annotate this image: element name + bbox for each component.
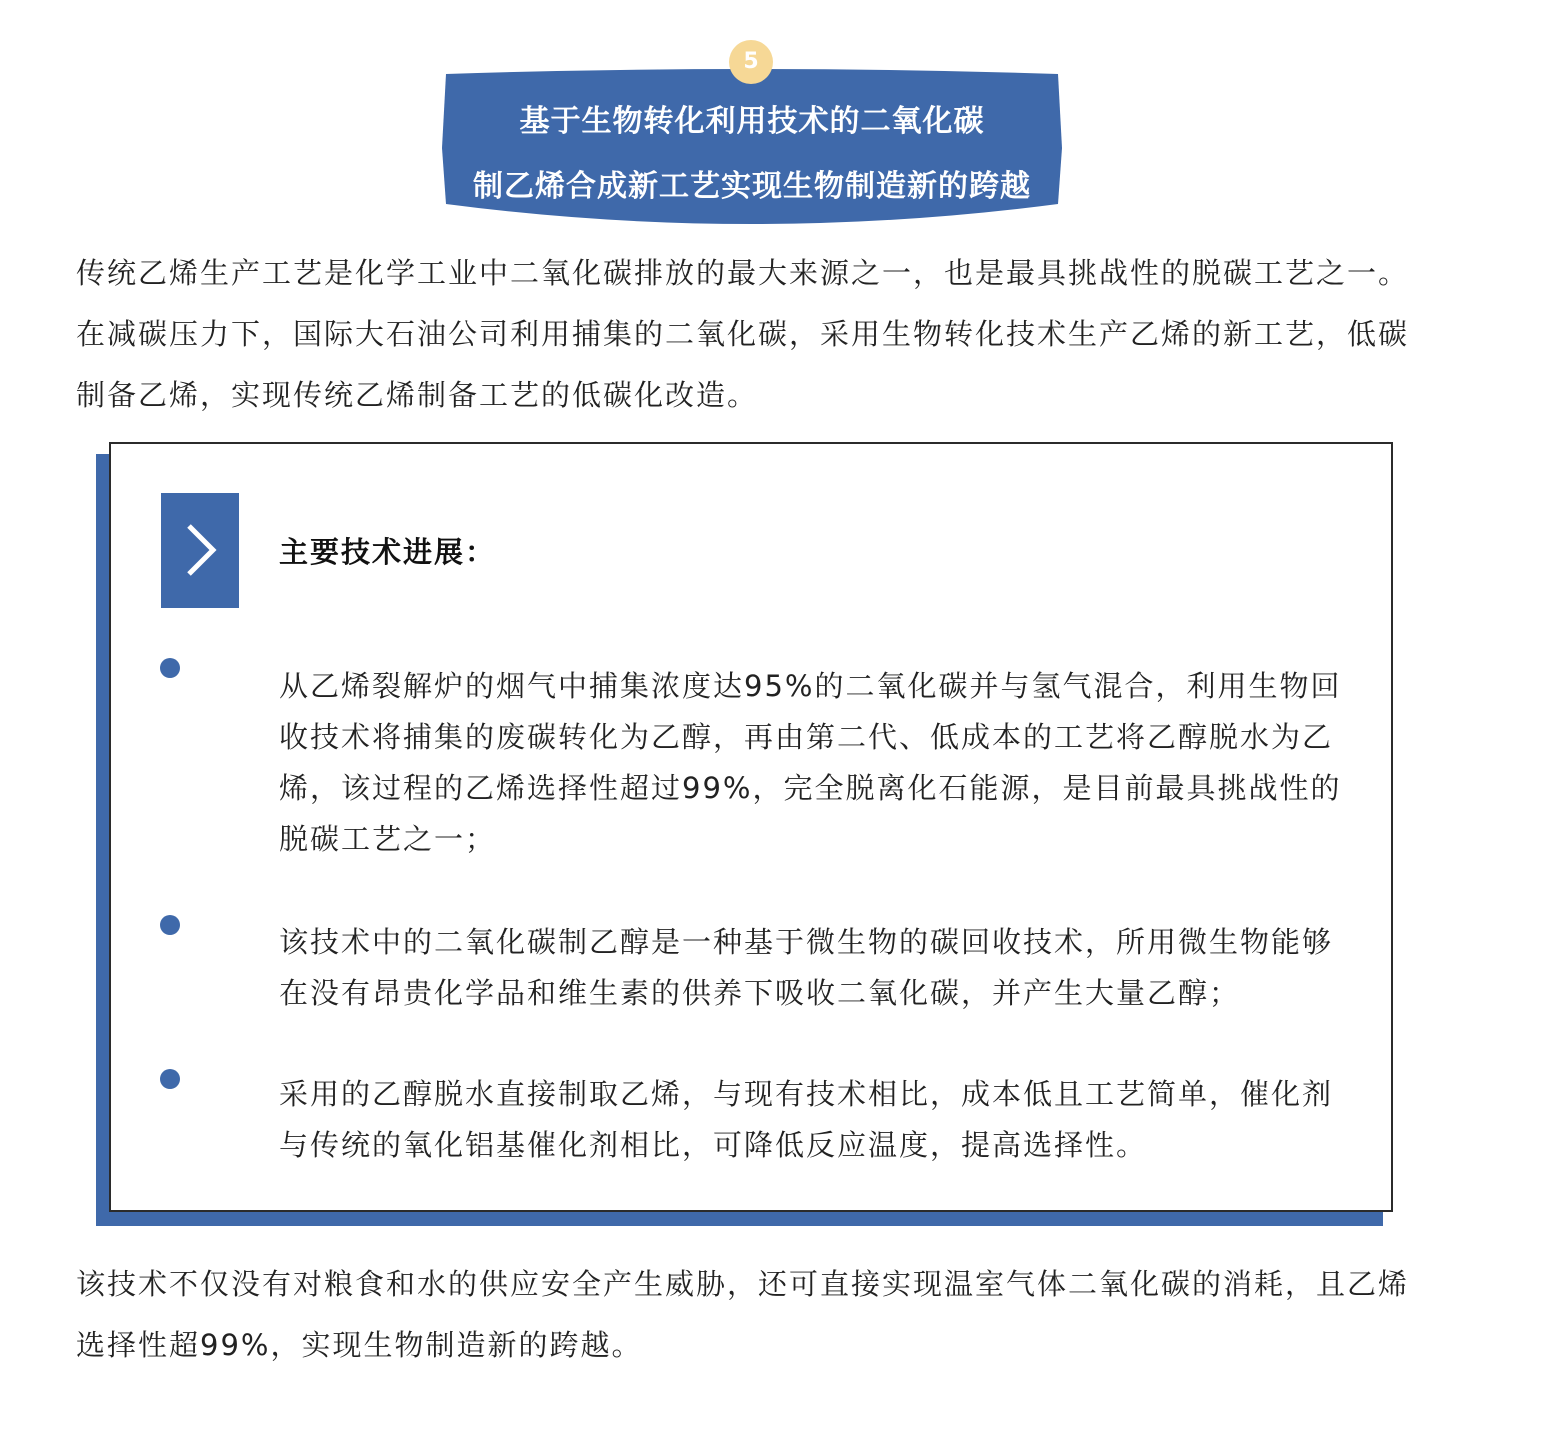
title-banner bbox=[442, 68, 1062, 234]
title-banner-shape bbox=[442, 68, 1062, 234]
intro-paragraph: 传统乙烯生产工艺是化学工业中二氧化碳排放的最大来源之一，也是最具挑战性的脱碳工艺之一。在减碳压力下，国际大石油公司利用捕集的二氧化碳，采用生物转化技术生产乙烯的新工艺，低碳制备乙烯，实现传统乙烯制备工艺的低碳化改造。 bbox=[76, 256, 1410, 412]
bullet-dot-icon bbox=[160, 915, 180, 935]
list-item: 该技术中的二氧化碳制乙醇是一种基于微生物的碳回收技术，所用微生物能够在没有昂贵化学品和维生素的供养下吸收二氧化碳，并产生大量乙醇； bbox=[279, 925, 1334, 1010]
title-line-2: 制乙烯合成新工艺实现生物制造新的跨越 bbox=[473, 169, 1031, 204]
bullet-dot-icon bbox=[160, 658, 180, 678]
closing-paragraph: 该技术不仅没有对粮食和水的供应安全产生威胁，还可直接实现温室气体二氧化碳的消耗，且乙烯选择性超99%，实现生物制造新的跨越。 bbox=[76, 1267, 1410, 1362]
chevron-right-icon bbox=[161, 493, 239, 608]
section-heading: 主要技术进展： bbox=[279, 535, 497, 569]
list-item: 采用的乙醇脱水直接制取乙烯，与现有技术相比，成本低且工艺简单，催化剂与传统的氧化铝基催化剂相比，可降低反应温度，提高选择性。 bbox=[279, 1077, 1334, 1162]
tech-progress-box bbox=[109, 442, 1393, 1212]
section-number-badge: 5 bbox=[729, 40, 773, 84]
title-line-1: 基于生物转化利用技术的二氧化碳 bbox=[519, 104, 985, 139]
list-item: 从乙烯裂解炉的烟气中捕集浓度达95%的二氧化碳并与氢气混合，利用生物回收技术将捕集的废碳转化为乙醇，再由第二代、低成本的工艺将乙醇脱水为乙烯，该过程的乙烯选择性超过99%，完全脱离化石能源，是目前最具挑战性的脱碳工艺之一； bbox=[279, 669, 1342, 856]
bullet-dot-icon bbox=[160, 1069, 180, 1089]
